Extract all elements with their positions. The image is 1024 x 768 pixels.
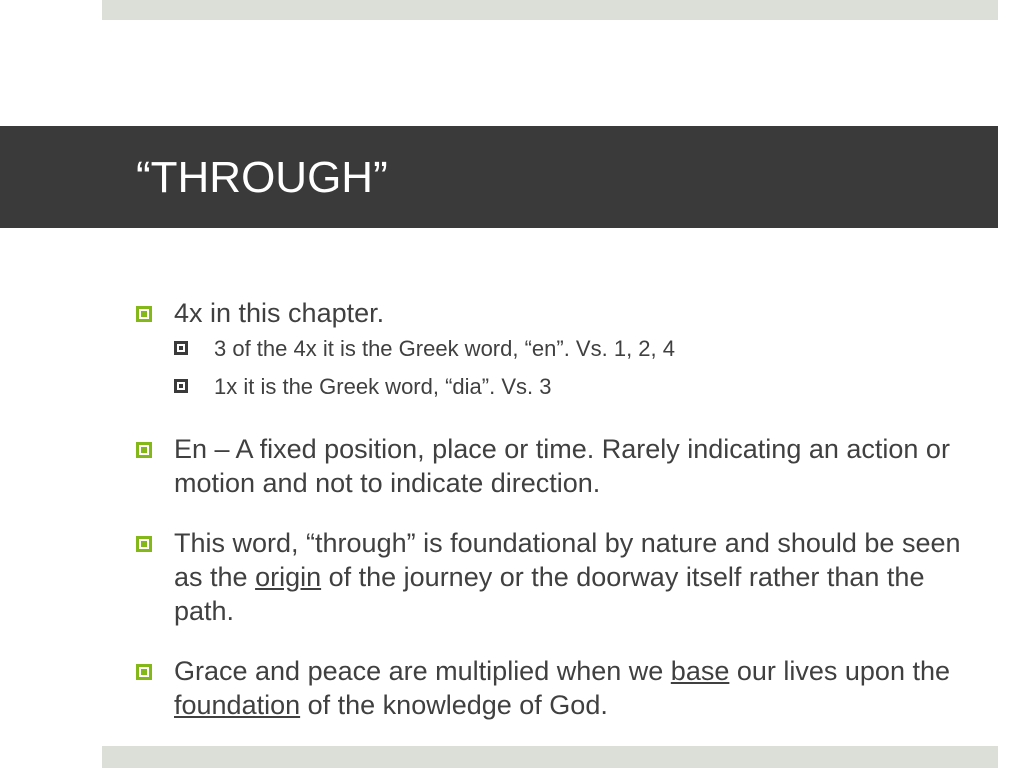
bullet-text-mid: our lives upon the <box>729 656 950 686</box>
bullet-item <box>136 296 986 330</box>
sub-bullet-text: 1x it is the Greek word, “dia”. Vs. 3 <box>214 374 552 399</box>
bullet-item <box>136 526 986 628</box>
square-bullet-icon <box>174 341 188 355</box>
underlined-word: origin <box>255 562 322 592</box>
underlined-word: foundation <box>174 690 301 720</box>
top-decorative-strip <box>102 0 998 20</box>
sub-bullet-text: 3 of the 4x it is the Greek word, “en”. Vs. 1, 2, 4 <box>214 336 675 361</box>
slide-title: “THROUGH” <box>136 153 388 202</box>
underlined-word: base <box>670 656 730 686</box>
slide-content <box>136 296 986 748</box>
bullet-text-post: of the journey or the doorway itself rather than the path. <box>174 562 925 626</box>
square-bullet-icon <box>136 442 152 458</box>
square-bullet-icon <box>136 664 152 680</box>
bullet-text: 4x in this chapter. <box>174 298 385 328</box>
square-bullet-icon <box>174 379 188 393</box>
bottom-decorative-strip <box>102 746 998 768</box>
sub-bullet-item <box>174 372 986 402</box>
bullet-item <box>136 432 986 500</box>
square-bullet-icon <box>136 306 152 322</box>
bullet-text-pre: Grace and peace are multiplied when we <box>174 656 671 686</box>
bullet-item <box>136 654 986 722</box>
bullet-text-post: of the knowledge of God. <box>300 690 608 720</box>
bullet-text: En – A fixed position, place or time. Rarely indicating an action or motion and not to indicate direction. <box>174 434 950 498</box>
square-bullet-icon <box>136 536 152 552</box>
bullet-text-pre: This word, “through” is foundational by nature and should be seen as the <box>174 528 961 592</box>
sub-bullet-item <box>174 334 986 364</box>
